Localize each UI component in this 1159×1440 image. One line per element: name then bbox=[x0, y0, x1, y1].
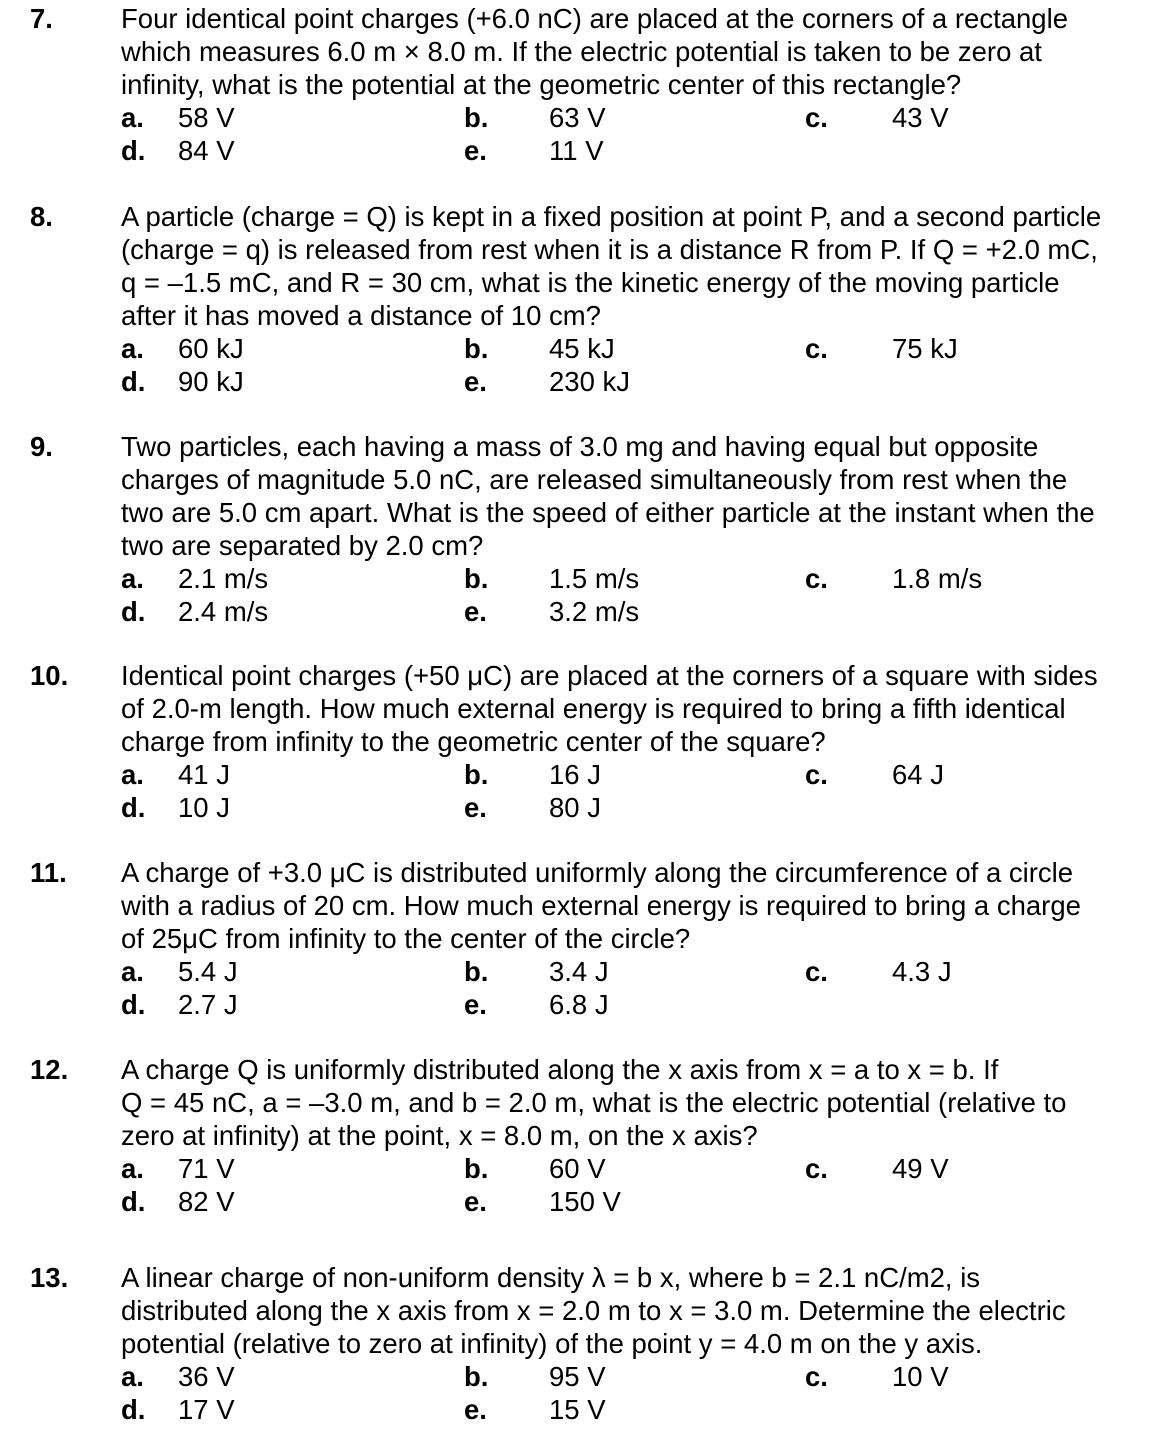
question-line: q = –1.5 mC, and R = 30 cm, what is the kinetic energy of the moving particle bbox=[121, 267, 1060, 298]
question-text bbox=[121, 856, 1151, 955]
option-value: 10 J bbox=[178, 792, 230, 823]
option-value: 64 J bbox=[892, 759, 944, 790]
option-letter: e. bbox=[464, 596, 487, 627]
question-line: two are 5.0 cm apart. What is the speed of either particle at the instant when the bbox=[121, 497, 1095, 528]
answer-options bbox=[0, 1360, 1159, 1426]
question-text bbox=[121, 1261, 1151, 1360]
option-value: 43 V bbox=[892, 102, 949, 133]
option-value: 1.8 m/s bbox=[892, 563, 983, 594]
question-text bbox=[121, 2, 1151, 101]
option-value: 3.2 m/s bbox=[549, 596, 640, 627]
option-letter: c. bbox=[805, 563, 828, 594]
option-value: 3.4 J bbox=[549, 956, 609, 987]
option-value: 60 kJ bbox=[178, 333, 244, 364]
question-number: 7. bbox=[30, 3, 53, 34]
question-number: 13. bbox=[30, 1262, 69, 1293]
question-line: Two particles, each having a mass of 3.0 mg and having equal but opposite bbox=[121, 431, 1039, 462]
option-letter: d. bbox=[121, 366, 146, 397]
option-letter: e. bbox=[464, 792, 487, 823]
option-letter: a. bbox=[121, 1153, 144, 1184]
question-line: distributed along the x axis from x = 2.0 m to x = 3.0 m. Determine the electric bbox=[121, 1295, 1066, 1326]
option-letter: c. bbox=[805, 333, 828, 364]
question-line: (charge = q) is released from rest when it is a distance R from P. If Q = +2.0 mC, bbox=[121, 234, 1098, 265]
question-line: A particle (charge = Q) is kept in a fixed position at point P, and a second particle bbox=[121, 201, 1102, 232]
question-line: of 2.0-m length. How much external energy is required to bring a fifth identical bbox=[121, 693, 1066, 724]
option-letter: c. bbox=[805, 102, 828, 133]
option-letter: d. bbox=[121, 135, 146, 166]
question-line: potential (relative to zero at infinity) of the point y = 4.0 m on the y axis. bbox=[121, 1328, 983, 1359]
option-letter: a. bbox=[121, 563, 144, 594]
question-number: 12. bbox=[30, 1054, 69, 1085]
option-value: 71 V bbox=[178, 1153, 235, 1184]
option-value: 11 V bbox=[549, 135, 604, 166]
option-value: 36 V bbox=[178, 1361, 235, 1392]
option-letter: c. bbox=[805, 759, 828, 790]
option-letter: a. bbox=[121, 1361, 144, 1392]
option-value: 45 kJ bbox=[549, 333, 615, 364]
question-text bbox=[121, 200, 1151, 332]
question-line: with a radius of 20 cm. How much external energy is required to bring a charge bbox=[121, 890, 1081, 921]
option-letter: d. bbox=[121, 596, 146, 627]
question-text bbox=[121, 430, 1151, 562]
option-letter: c. bbox=[805, 1361, 828, 1392]
question-line: Q = 45 nC, a = –3.0 m, and b = 2.0 m, what is the electric potential (relative to bbox=[121, 1087, 1067, 1118]
option-letter: e. bbox=[464, 1394, 487, 1425]
option-value: 15 V bbox=[549, 1394, 606, 1425]
option-value: 16 J bbox=[549, 759, 601, 790]
option-value: 75 kJ bbox=[892, 333, 958, 364]
question-line: Identical point charges (+50 μC) are placed at the corners of a square with sides bbox=[121, 660, 1098, 691]
option-letter: b. bbox=[464, 563, 489, 594]
question-line: A charge of +3.0 μC is distributed uniformly along the circumference of a circle bbox=[121, 857, 1074, 888]
option-letter: e. bbox=[464, 1186, 487, 1217]
option-value: 5.4 J bbox=[178, 956, 238, 987]
option-letter: d. bbox=[121, 989, 146, 1020]
question-text bbox=[121, 659, 1151, 758]
option-value: 150 V bbox=[549, 1186, 621, 1217]
option-value: 90 kJ bbox=[178, 366, 244, 397]
option-letter: b. bbox=[464, 102, 489, 133]
question-line: A linear charge of non-uniform density λ = b x, where b = 2.1 nC/m2, is bbox=[121, 1262, 981, 1293]
option-value: 95 V bbox=[549, 1361, 606, 1392]
option-letter: b. bbox=[464, 759, 489, 790]
option-value: 230 kJ bbox=[549, 366, 631, 397]
question-line: Four identical point charges (+6.0 nC) are placed at the corners of a rectangle bbox=[121, 3, 1068, 34]
answer-options bbox=[0, 955, 1159, 1021]
option-value: 82 V bbox=[178, 1186, 235, 1217]
option-letter: d. bbox=[121, 1394, 146, 1425]
question-line: after it has moved a distance of 10 cm? bbox=[121, 300, 601, 331]
question-line: which measures 6.0 m × 8.0 m. If the electric potential is taken to be zero at bbox=[121, 36, 1042, 67]
option-value: 58 V bbox=[178, 102, 235, 133]
option-value: 2.4 m/s bbox=[178, 596, 269, 627]
option-letter: a. bbox=[121, 102, 144, 133]
option-letter: d. bbox=[121, 1186, 146, 1217]
option-letter: b. bbox=[464, 1361, 489, 1392]
question-number: 9. bbox=[30, 431, 53, 462]
option-value: 84 V bbox=[178, 135, 235, 166]
answer-options bbox=[0, 101, 1159, 167]
option-letter: b. bbox=[464, 956, 489, 987]
option-value: 2.1 m/s bbox=[178, 563, 269, 594]
option-letter: c. bbox=[805, 1153, 828, 1184]
option-value: 80 J bbox=[549, 792, 601, 823]
question-line: zero at infinity) at the point, x = 8.0 m, on the x axis? bbox=[121, 1120, 758, 1151]
question-line: charges of magnitude 5.0 nC, are released simultaneously from rest when the bbox=[121, 464, 1068, 495]
option-letter: a. bbox=[121, 333, 144, 364]
option-letter: e. bbox=[464, 135, 487, 166]
option-value: 1.5 m/s bbox=[549, 563, 640, 594]
option-value: 49 V bbox=[892, 1153, 949, 1184]
question-line: two are separated by 2.0 cm? bbox=[121, 530, 484, 561]
question-line: charge from infinity to the geometric center of the square? bbox=[121, 726, 826, 757]
question-line: of 25μC from infinity to the center of the circle? bbox=[121, 923, 691, 954]
question-line: infinity, what is the potential at the geometric center of this rectangle? bbox=[121, 69, 962, 100]
question-number: 11. bbox=[30, 857, 67, 888]
option-value: 10 V bbox=[892, 1361, 949, 1392]
question-line: A charge Q is uniformly distributed along the x axis from x = a to x = b. If bbox=[121, 1054, 999, 1085]
answer-options bbox=[0, 562, 1159, 628]
question-number: 10. bbox=[30, 660, 69, 691]
question-number: 8. bbox=[30, 201, 53, 232]
answer-options bbox=[0, 1152, 1159, 1218]
option-letter: e. bbox=[464, 366, 487, 397]
option-letter: b. bbox=[464, 1153, 489, 1184]
option-letter: b. bbox=[464, 333, 489, 364]
option-value: 63 V bbox=[549, 102, 606, 133]
answer-options bbox=[0, 758, 1159, 824]
option-letter: d. bbox=[121, 792, 146, 823]
option-letter: a. bbox=[121, 759, 144, 790]
answer-options bbox=[0, 332, 1159, 398]
option-value: 2.7 J bbox=[178, 989, 238, 1020]
option-letter: a. bbox=[121, 956, 144, 987]
question-text bbox=[121, 1053, 1151, 1152]
option-value: 6.8 J bbox=[549, 989, 609, 1020]
option-value: 17 V bbox=[178, 1394, 235, 1425]
option-value: 60 V bbox=[549, 1153, 606, 1184]
option-value: 4.3 J bbox=[892, 956, 952, 987]
option-letter: c. bbox=[805, 956, 828, 987]
option-value: 41 J bbox=[178, 759, 230, 790]
option-letter: e. bbox=[464, 989, 487, 1020]
